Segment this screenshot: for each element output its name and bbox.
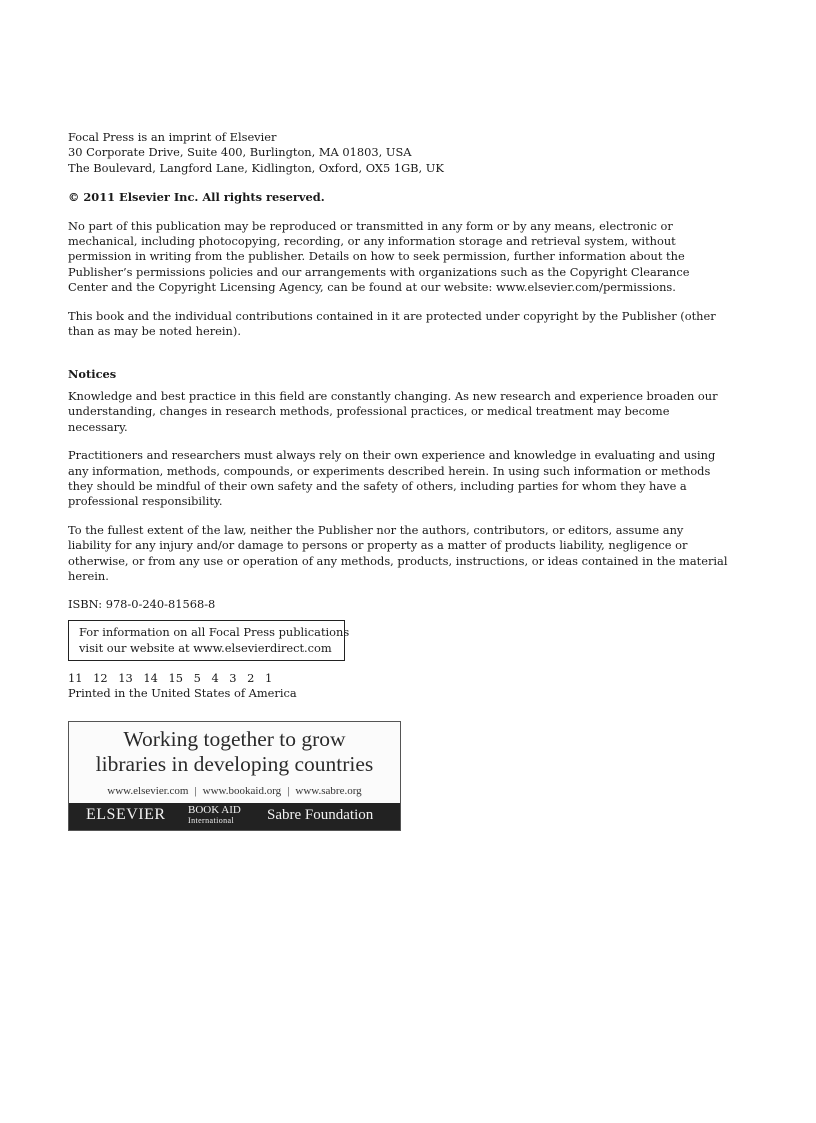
copyright-notice: © 2011 Elsevier Inc. All rights reserved. bbox=[68, 190, 325, 205]
book-aid-banner bbox=[68, 721, 401, 831]
link-separator: | bbox=[287, 784, 290, 797]
info-box-line-1: For information on all Focal Press publications bbox=[79, 624, 350, 639]
protection-paragraph: This book and the individual contributions contained in it are protected under copyright by the Publisher (other than as may be noted herein). bbox=[68, 308, 716, 339]
link-sabre[interactable]: www.sabre.org bbox=[295, 784, 362, 797]
publisher-line: The Boulevard, Langford Lane, Kidlington, Oxford, OX5 1GB, UK bbox=[68, 160, 444, 175]
sabre-foundation-logo: Sabre Foundation bbox=[267, 806, 374, 823]
elsevier-logo: ELSEVIER bbox=[86, 805, 166, 823]
notices-heading: Notices bbox=[68, 367, 117, 382]
publisher-line: Focal Press is an imprint of Elsevier bbox=[68, 130, 277, 144]
logo-bar bbox=[69, 803, 400, 830]
notices-paragraph-2: Practitioners and researchers must always rely on their own experience and knowledge in evaluating and using any information, methods, compounds, or experiments described herein. In using such information or methods they should be mindful of their own safety and the safety of others, including parties for whom they have a professional responsibility. bbox=[68, 448, 716, 509]
isbn: ISBN: 978-0-240-81568-8 bbox=[68, 597, 216, 612]
info-box bbox=[68, 620, 350, 661]
link-elsevier[interactable]: www.elsevier.com bbox=[107, 784, 189, 797]
banner-title-line-2: libraries in developing countries bbox=[95, 751, 374, 776]
publisher-address bbox=[68, 130, 728, 176]
info-box-line-2: visit our website at www.elsevierdirect.com bbox=[79, 640, 332, 655]
banner-title-line-1: Working together to grow bbox=[123, 726, 346, 751]
print-line: 11 12 13 14 15 5 4 3 2 1 bbox=[68, 670, 273, 685]
bookaid-logo-top: BOOK AID bbox=[188, 803, 241, 816]
notices-paragraph-1: Knowledge and best practice in this field are constantly changing. As new research and experience broaden our understanding, changes in research methods, professional practices, or medical treatment may become necessary. bbox=[68, 388, 718, 434]
publisher-line: 30 Corporate Drive, Suite 400, Burlington, MA 01803, USA bbox=[68, 145, 412, 160]
notices-paragraph-3: To the fullest extent of the law, neither the Publisher nor the authors, contributors, or editors, assume any liability for any injury and/or damage to persons or property as a matter of products liability, negligence or otherwise, or from any use or operation of any methods, products, instructions, or ideas contained in the material herein. bbox=[68, 522, 728, 583]
printed-in: Printed in the United States of America bbox=[68, 686, 297, 701]
rights-paragraph: No part of this publication may be reproduced or transmitted in any form or by any means, electronic or mechanical, including photocopying, recording, or any information storage and retrieval system, without permission in writing from the publisher. Details on how to seek permission, further information about the Publisher’s permissions policies and our arrangements with organizations such as the Copyright Clearance Center and the Copyright Licensing Agency, can be found at our website: www.elsevier.com/permissions. bbox=[68, 218, 690, 295]
bookaid-logo-bottom: International bbox=[188, 815, 235, 825]
bookaid-logo bbox=[188, 805, 241, 826]
copyright-page bbox=[68, 130, 728, 831]
link-separator: | bbox=[194, 784, 197, 797]
banner-links bbox=[69, 784, 400, 799]
link-bookaid[interactable]: www.bookaid.org bbox=[202, 784, 282, 797]
